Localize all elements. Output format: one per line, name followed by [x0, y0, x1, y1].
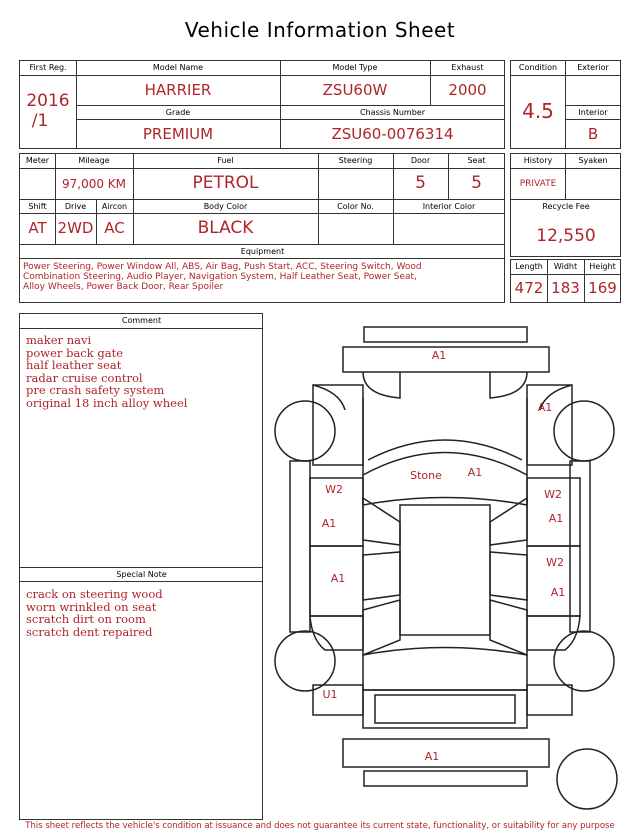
special-note-line: scratch dent repaired [26, 624, 153, 639]
footer-disclaimer: This sheet reflects the vehicle's condition at issuance and does not guarantee its current state, functionality, or suitability for any purpose [25, 821, 615, 831]
fuel-label: Fuel [217, 156, 234, 165]
door-value: 5 [415, 173, 426, 193]
shift-value: AT [28, 219, 47, 237]
chassis-value: ZSU60-0076314 [331, 125, 454, 143]
drive-label: Drive [64, 202, 87, 211]
syaken-label: Syaken [578, 156, 608, 165]
mark-right-rear-door-a: A1 [550, 586, 566, 599]
special-note-label: Special Note [116, 570, 167, 579]
meter-label: Meter [25, 156, 50, 165]
mark-hood-stone: Stone [410, 469, 442, 482]
aircon-label: Aircon [101, 202, 128, 211]
model-name-value: HARRIER [144, 81, 212, 99]
exterior-label: Exterior [577, 63, 609, 72]
model-name-label: Model Name [152, 63, 204, 72]
registration-block [19, 60, 505, 149]
height-label: Height [589, 262, 616, 271]
body-color-label: Body Color [203, 202, 248, 211]
history-value: PRIVATE [519, 179, 557, 189]
condition-value: 4.5 [522, 99, 554, 123]
height-value: 169 [588, 279, 617, 297]
model-type-value: ZSU60W [322, 81, 388, 99]
special-note-line: crack on steering wood [26, 587, 163, 601]
comment-line: radar cruise control [26, 370, 143, 385]
comment-label: Comment [121, 316, 162, 325]
color-no-label: Color No. [337, 202, 374, 211]
mark-right-rear-door-w: W2 [546, 556, 564, 569]
interior-label: Interior [578, 108, 608, 117]
first-reg-label: First Reg. [29, 63, 67, 72]
width-label: Widht [553, 262, 578, 271]
mark-left-front-door-a: A1 [321, 517, 337, 530]
mark-front-bumper: A1 [431, 349, 447, 362]
special-note-line: worn wrinkled on seat [26, 599, 157, 614]
mileage-value: 97,000 KM [61, 177, 127, 191]
history-label: History [523, 156, 553, 165]
grade-value: PREMIUM [142, 125, 214, 143]
special-note-line: scratch dirt on room [26, 612, 146, 626]
drive-value: 2WD [57, 219, 94, 237]
grade-label: Grade [165, 108, 191, 117]
width-value: 183 [551, 279, 580, 297]
exhaust-value: 2000 [448, 81, 487, 99]
model-type-label: Model Type [332, 63, 378, 72]
seat-value: 5 [471, 173, 482, 193]
special-note-list [26, 588, 163, 638]
equipment-label: Equipment [240, 247, 285, 256]
condition-label: Condition [518, 63, 558, 72]
comment-line: original 18 inch alloy wheel [26, 395, 188, 410]
condition-block [510, 60, 621, 149]
mark-left-rear-wheel: U1 [322, 688, 338, 701]
exhaust-label: Exhaust [451, 63, 484, 72]
shift-label: Shift [28, 202, 47, 211]
recycle-label: Recycle Fee [542, 202, 590, 211]
mark-right-front-door-w: W2 [544, 488, 562, 501]
interior-color-label: Interior Color [422, 202, 476, 211]
history-block [510, 153, 621, 257]
length-label: Length [515, 262, 543, 271]
interior-value: B [587, 125, 599, 143]
length-value: 472 [514, 279, 544, 297]
comment-line: half leather seat [26, 358, 122, 372]
comment-line: power back gate [26, 345, 124, 360]
mark-front-fender: A1 [537, 401, 553, 414]
first-reg-year: 2016 [26, 91, 70, 111]
equipment-value: Power Steering, Power Window All, ABS, Air Bag, Push Start, ACC, Steering Switch, Wood Combination Steering, Audio Player, Navigation System, Half Leather Seat, Power Seat, Alloy Wheels, Power Back Door, Rear Spoiler [23, 262, 422, 292]
comment-line: pre crash safety system [26, 383, 165, 397]
first-reg-month: /1 [31, 111, 49, 131]
chassis-label: Chassis Number [360, 108, 425, 117]
mileage-label: Mileage [78, 156, 110, 165]
aircon-value: AC [104, 219, 125, 237]
steering-label: Steering [338, 156, 373, 165]
dimensions-block [510, 259, 621, 303]
seat-label: Seat [467, 156, 486, 165]
mark-left-rear-door: A1 [330, 572, 346, 585]
page-title: Vehicle Information Sheet [184, 18, 456, 42]
comment-list [26, 334, 187, 409]
fuel-value: PETROL [192, 173, 259, 193]
body-color-value: BLACK [197, 218, 254, 238]
mark-left-front-door-w: W2 [325, 483, 343, 496]
recycle-value: 12,550 [536, 226, 596, 246]
mark-hood: A1 [467, 466, 483, 479]
door-label: Door [410, 156, 431, 165]
mark-right-front-door-a: A1 [548, 512, 564, 525]
comment-line: maker navi [26, 333, 92, 347]
mark-rear-bumper: A1 [424, 750, 440, 763]
